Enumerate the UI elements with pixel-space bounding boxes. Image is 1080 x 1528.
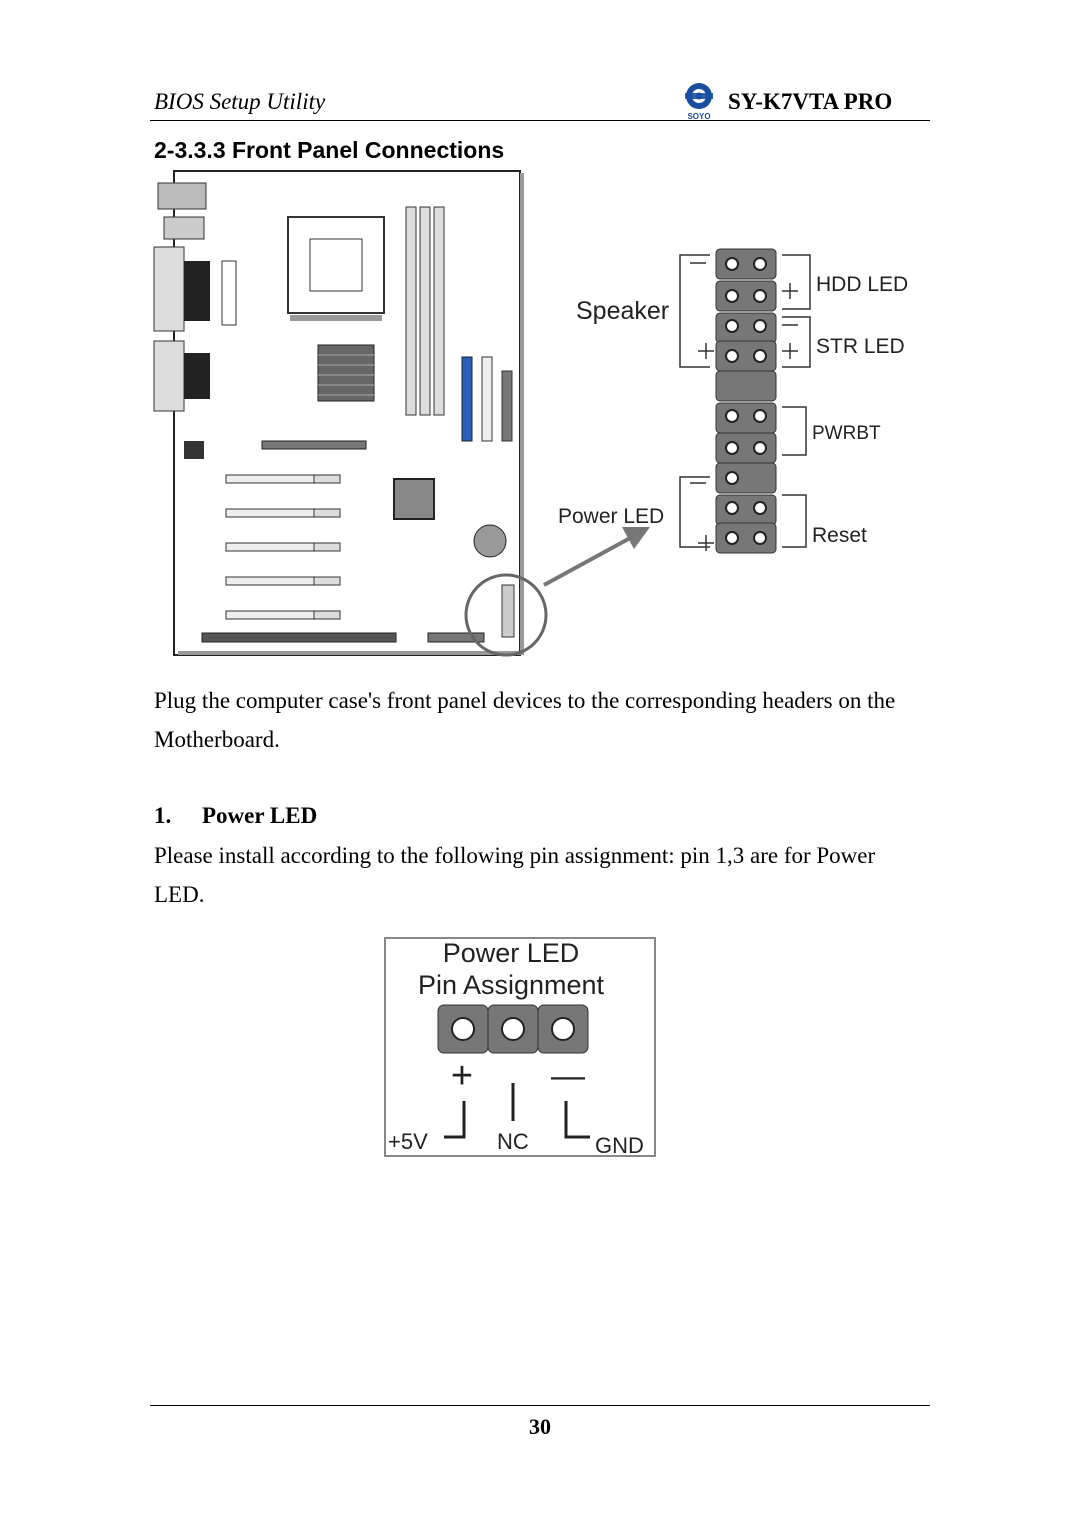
- pin-row: [438, 1005, 588, 1053]
- page-number: 30: [529, 1414, 551, 1439]
- plus-sign: +: [450, 1055, 474, 1097]
- pin-assignment-diagram: [384, 937, 656, 1157]
- intro-paragraph: Plug the computer case's front panel devices to the corresponding headers on the Motherboard.: [154, 688, 896, 752]
- logo-text: SOYO: [687, 112, 711, 121]
- motherboard-illustration: [154, 171, 546, 655]
- label-str-led: STR LED: [816, 335, 905, 358]
- pin-title-line2: Pin Assignment: [417, 970, 605, 1000]
- pin-title-line1: Power LED: [442, 938, 580, 968]
- item-number: 1.: [154, 803, 172, 828]
- label-hdd-led: HDD LED: [816, 273, 909, 296]
- label-speaker: Speaker: [576, 297, 670, 325]
- footer-rule: [150, 1405, 930, 1406]
- pin-label-5v: +5V: [388, 1129, 428, 1154]
- item-paragraph: Please install according to the following pin assignment: pin 1,3 are for Power LED.: [154, 843, 876, 907]
- soyo-logo-icon: [680, 80, 718, 122]
- item-heading: [154, 803, 317, 829]
- header-model: SY-K7VTA PRO: [728, 89, 893, 114]
- section-title: 2-3.3.3 Front Panel Connections: [154, 137, 505, 163]
- pointer-arrow: [544, 527, 650, 585]
- pin-label-nc: NC: [497, 1129, 529, 1154]
- header-title: BIOS Setup Utility: [154, 89, 326, 114]
- label-reset: Reset: [812, 524, 867, 547]
- front-panel-diagram: [150, 165, 930, 665]
- minus-sign: —: [551, 1057, 585, 1095]
- label-pwrbt: PWRBT: [812, 423, 881, 444]
- pin-label-gnd: GND: [595, 1133, 644, 1157]
- label-power-led: Power LED: [558, 505, 665, 528]
- item-title: Power LED: [202, 803, 318, 828]
- front-panel-header: [680, 249, 810, 553]
- header-rule: [150, 120, 930, 121]
